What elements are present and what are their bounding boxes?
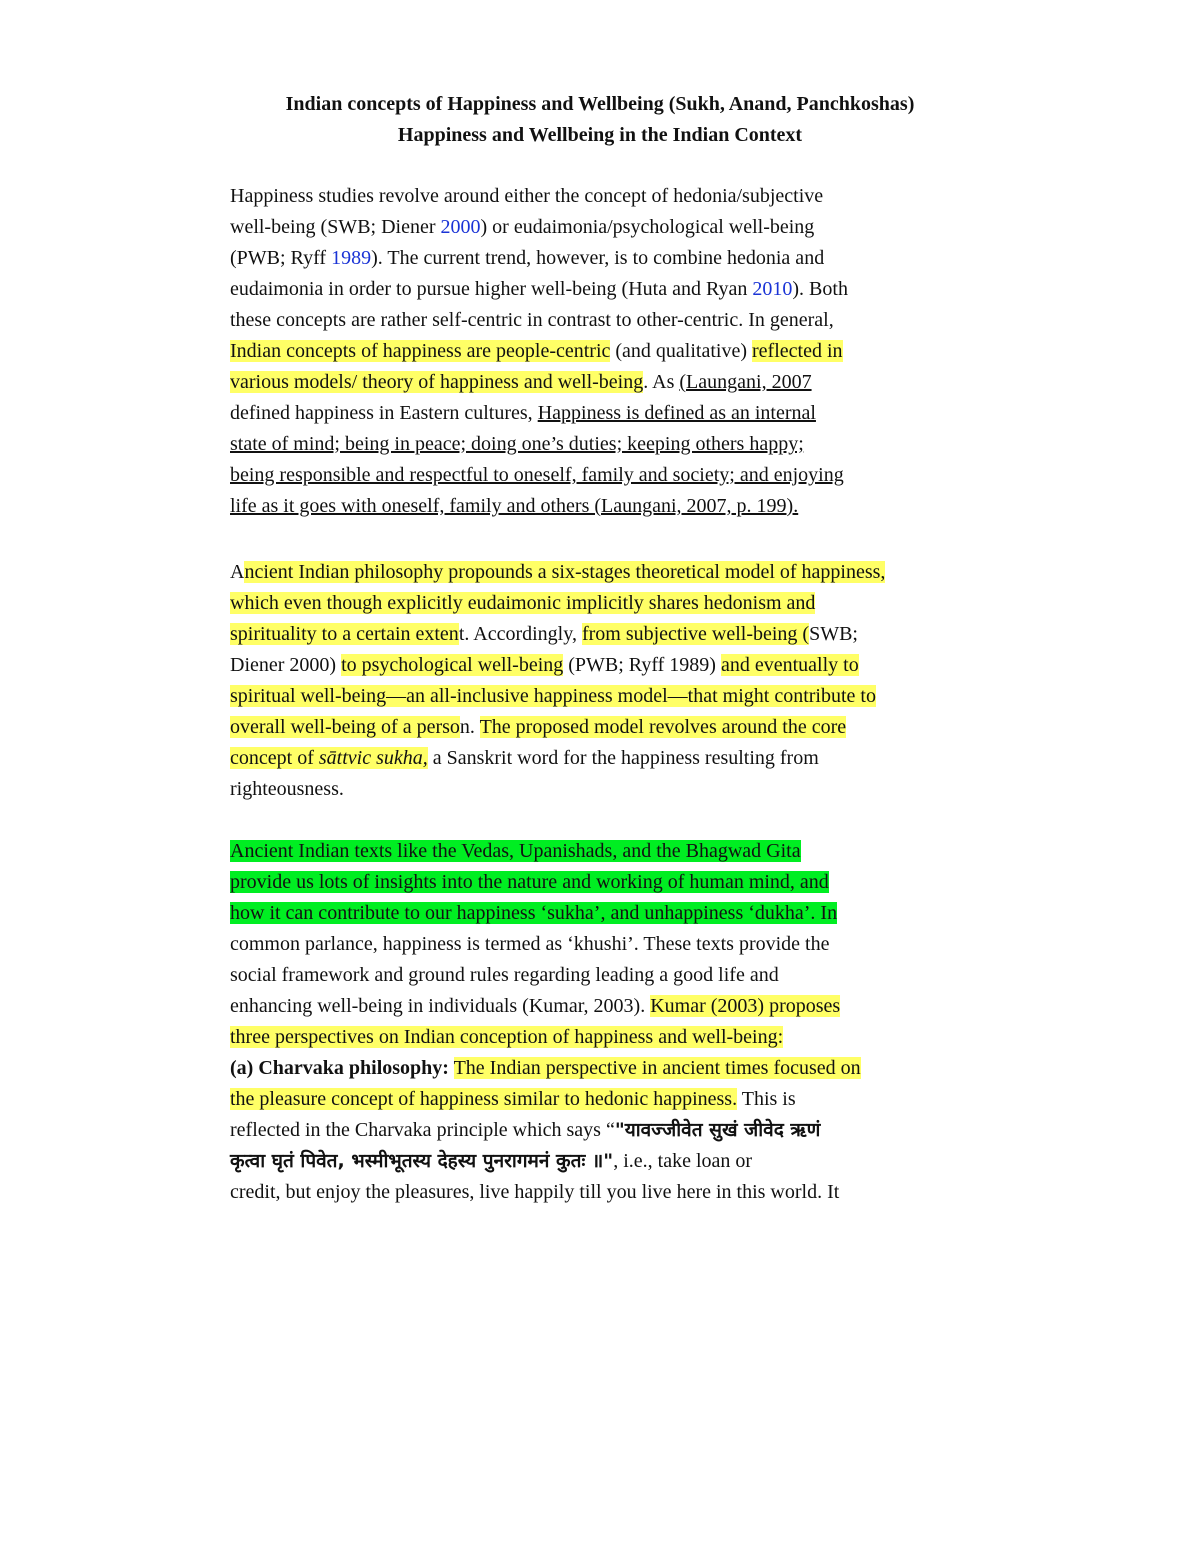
text-line	[230, 212, 1010, 243]
text-run: eudaimonia in order to pursue higher well-being (Huta and Ryan	[230, 278, 753, 300]
text-run: This is	[737, 1088, 796, 1110]
highlighted-text: The proposed model revolves around the core	[479, 716, 847, 738]
highlighted-text	[230, 747, 428, 769]
text-run: ) or eudaimonia/psychological well-being	[480, 216, 815, 238]
text-line	[230, 991, 1010, 1022]
text-line	[230, 650, 1010, 681]
text-line	[230, 1022, 1010, 1053]
highlighted-text: Kumar (2003) proposes	[650, 995, 841, 1017]
text-run: a Sanskrit word for the happiness resulting from	[427, 747, 819, 769]
highlighted-text: the pleasure concept of happiness similar to hedonic happiness.	[230, 1088, 738, 1110]
paragraph-1	[230, 181, 1010, 522]
text-run: ). The current trend, however, is to combine hedonia and	[371, 247, 825, 269]
text-line	[230, 1084, 1010, 1115]
text-line	[230, 898, 1010, 929]
highlighted-text: three perspectives on Indian conception of happiness and well-being:	[230, 1026, 784, 1048]
text-run: Diener 2000)	[230, 654, 342, 676]
text-line	[230, 1053, 1010, 1084]
text-run: . As	[643, 371, 680, 393]
document-title: Indian concepts of Happiness and Wellbeing (Sukh, Anand, Panchkoshas)	[285, 93, 915, 115]
highlighted-text: ncient Indian philosophy propounds a six-stages theoretical model of happiness,	[244, 561, 886, 583]
text-line	[230, 588, 1010, 619]
highlighted-text: and eventually to	[720, 654, 859, 676]
text-line	[230, 243, 1010, 274]
text-line	[230, 398, 1010, 429]
text-line: social framework and ground rules regarding leading a good life and	[230, 964, 779, 986]
underlined-text: Happiness is defined as an internal	[537, 402, 816, 424]
text-line	[230, 336, 1010, 367]
highlighted-text: overall well-being of a perso	[230, 716, 460, 738]
text-line	[230, 681, 1010, 712]
text-run: well-being (SWB; Diener	[230, 216, 441, 238]
text-line	[230, 367, 1010, 398]
text-line	[230, 836, 1010, 867]
text-line	[230, 712, 1010, 743]
text-line: credit, but enjoy the pleasures, live happily till you live here in this world. It	[230, 1181, 840, 1203]
text-line	[230, 619, 1010, 650]
text-run: t. Accordingly,	[458, 623, 582, 645]
text-run: defined happiness in Eastern cultures,	[230, 402, 538, 424]
sanskrit-verse: "यावज्जीवेत सुखं जीवेद ऋणं	[614, 1119, 821, 1141]
text-line: these concepts are rather self-centric in contrast to other-centric. In general,	[230, 309, 834, 331]
green-highlighted-text: Ancient Indian texts like the Vedas, Upanishads, and the Bhagwad Gita	[230, 840, 801, 862]
text-line	[230, 867, 1010, 898]
highlighted-text: various models/ theory of happiness and well-being	[230, 371, 644, 393]
underlined-line: life as it goes with oneself, family and others (Laungani, 2007, p. 199).	[230, 495, 799, 517]
text-run: n.	[459, 716, 480, 738]
text-line: common parlance, happiness is termed as ‘khushi’. These texts provide the	[230, 933, 830, 955]
paragraph-2	[230, 557, 1010, 805]
text-run: (PWB; Ryff	[230, 247, 332, 269]
highlighted-text: reflected in	[752, 340, 843, 362]
text-run: ). Both	[792, 278, 848, 300]
bold-heading: (a) Charvaka philosophy:	[230, 1057, 449, 1079]
italic-term: sāttvic sukha,	[318, 747, 428, 769]
text-run	[449, 1057, 454, 1079]
highlighted-text: to psychological well-being	[341, 654, 564, 676]
text-run: enhancing well-being in individuals (Kumar, 2003).	[230, 995, 651, 1017]
text-run: A	[230, 561, 245, 583]
citation-link-2000[interactable]: 2000	[440, 216, 481, 238]
text-line: righteousness.	[230, 778, 344, 800]
text-run: , i.e., take loan or	[613, 1150, 753, 1172]
paragraph-3	[230, 836, 1010, 1208]
text-run: (and qualitative)	[610, 340, 753, 362]
text-line: Happiness studies revolve around either the concept of hedonia/subjective	[230, 185, 824, 207]
underlined-line: being responsible and respectful to oneself, family and society; and enjoying	[230, 464, 844, 486]
text-run: SWB;	[809, 623, 858, 645]
text-line	[230, 743, 1010, 774]
sanskrit-verse: कृत्वा घृतं पिवेत, भस्मीभूतस्य देहस्य पुनरागमनं कुतः ॥"	[230, 1150, 614, 1172]
highlighted-text: Indian concepts of happiness are people-centric	[230, 340, 611, 362]
citation-link-1989[interactable]: 1989	[331, 247, 372, 269]
highlighted-text: The Indian perspective in ancient times focused on	[453, 1057, 861, 1079]
highlighted-text: from subjective well-being (	[581, 623, 810, 645]
text-run: (PWB; Ryff 1989)	[563, 654, 721, 676]
text-line	[230, 557, 1010, 588]
highlighted-text: spiritual well-being—an all-inclusive happiness model—that might contribute to	[230, 685, 876, 707]
green-highlighted-text: provide us lots of insights into the nature and working of human mind, and	[230, 871, 829, 893]
text-run: reflected in the Charvaka principle which says “	[230, 1119, 615, 1141]
green-highlighted-text: how it can contribute to our happiness ‘sukha’, and unhappiness ‘dukha’. In	[230, 902, 838, 924]
highlighted-text: spirituality to a certain exten	[230, 623, 459, 645]
document-subtitle: Happiness and Wellbeing in the Indian Context	[397, 124, 803, 146]
underlined-text: (Laungani, 2007	[679, 371, 812, 393]
underlined-line: state of mind; being in peace; doing one’s duties; keeping others happy;	[230, 433, 804, 455]
text-line	[230, 1115, 1010, 1146]
text-line	[230, 1146, 1010, 1177]
text-line	[230, 274, 1010, 305]
highlighted-text: which even though explicitly eudaimonic implicitly shares hedonism and	[230, 592, 816, 614]
citation-link-2010[interactable]: 2010	[752, 278, 793, 300]
text-run: concept of	[230, 747, 319, 769]
